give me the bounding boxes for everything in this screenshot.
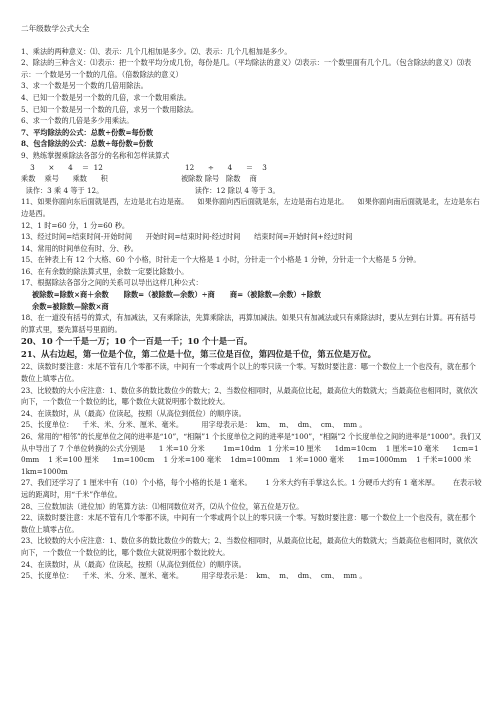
document-line: 23、比较数的大小应注意：1、数位多的数比数位少的数大；2、当数位相同时，从最高位比起，最高位大的数就大；当最高位也相同时，就依次向下，一个数位一个数位的比，哪个数位大就说明那个数比较大。 (21, 385, 478, 407)
document-line: 15、在钟表上有 12 个大格、60 个小格，时针走一个大格是 1 小时，分针走一个小格是 1 分钟，分针走一个大格是 5 分钟。 (21, 255, 421, 265)
document-line: 22、读数时要注意：末尾不管有几个零都不读，中间有一个零或两个以上的零只读一个零。写数时要注意：哪一个数位上一个也没有，就在那个数位上填零占位。 (21, 513, 476, 534)
document-line: 2、除法的三种含义：⑴表示：把一个数平均分成几份，每份是几。（平均除法的意义）⑵表示：一个数里面有几个几。（包含除法的意义）⑶表示：一个数是另一个数的几倍。（倍数除法的意义） (21, 58, 472, 79)
document-line: 乘数 乘号 乘数 积 被除数 除号 除数 商 (21, 174, 257, 184)
document-line: 26、常用的“相邻”的长度单位之间的进率是“10”，“相隔”1 个长度单位之间的进率是“100”，“相隔”2 个长度单位之间的进率是“1000”。我们又从中导出了 7 个单位转换的公式分别是 1 米=10 分米 1m=10dm 1 分米=10 厘米 1dm=10cm 1 厘米=10 毫米 1cm=10mm 1 米=100 厘米 1m=100cm 1 分米=100 毫米 1dm=100mm 1 米=1000 毫米 1m=1000mm 1 千米=1000 米 1km=1000m (21, 432, 490, 476)
document-line: 4、已知一个数是另一个数的几倍，求一个数用乘法。 (21, 92, 191, 102)
document-line: 24、在读数时，从（最高）位读起，按照（从高位到低位）的顺序读。 (21, 408, 246, 418)
document-line: 20、10 个一千是一万；10 个一百是一千；10 个十是一百。 (21, 336, 253, 347)
document-line: 16、在有余数的除法算式里，余数一定要比除数小。 (21, 266, 189, 276)
document-line: 9、熟练掌握乘除法各部分的名称和怎样读算式 (21, 150, 170, 160)
document-line: 14、常用的时间单位有时、分、秒。 (21, 243, 138, 253)
document-line: 22、读数时要注意：末尾不管有几个零都不读，中间有一个零或两个以上的零只读一个零。写数时要注意：哪一个数位上一个也没有，就在那个数位上填零占位。 (21, 362, 476, 384)
document-line: 3 × 4 ＝ 12 12 ÷ 4 ＝ 3 (21, 162, 267, 172)
document-line: 11、如果你面向东后面就是西，左边是北右边是南。 如果你面向西后面就是东，左边是南右边是北。 如果你面向南后面就是北，左边是东右边是西。 (21, 197, 480, 218)
document-body (21, 46, 490, 582)
document-line: 18、在一道没有括号的算式，有加减法，又有乘除法，先算乘除法，再算加减法。如果只有加减法或只有乘除法时，要从左到右计算。再有括号的算式里，要先算括号里面的。 (21, 313, 476, 334)
document-line: 余数=被除数—除数×商 (27, 301, 109, 311)
document-line: 13、经过时间=结束时间-开始时间 开始时间=结束时间-经过时间 结束时间=开始时间+经过时间 (21, 232, 353, 242)
document-line: 5、已知一个数是另一个数的几倍，求另一个数用除法。 (21, 104, 199, 114)
document-line: 21、从右边起，第一位是个位，第二位是十位，第三位是百位，第四位是千位，第五位是万位。 (21, 349, 377, 360)
document-line: 8、包含除法的公式：总数÷每份数=份数 (21, 139, 154, 149)
document-line: 27、我们还学习了 1 厘米中有（10）个小格，每个小格的长是 1 毫米。 1 分米大约有手掌这么长。1 分硬币大约有 1 毫米厚。 在表示较远的距离时，用“千米”作单位。 (21, 478, 482, 499)
document-line: 1、乘法的两种意义：⑴、表示：几个几相加是多少。⑵、表示：几个几相加是多少。 (21, 46, 292, 56)
document-line: 17、根据除法各部分之间的关系可以导出这样几种公式： (21, 278, 203, 288)
document-line: 24、在读数时，从（最高）位读起，按照（从高位到低位）的顺序读。 (21, 559, 246, 569)
document-line: 6、求一个数的几倍是多少用乘法。 (21, 116, 134, 126)
document-line: 3、求一个数是另一个数的几倍用除法。 (21, 81, 148, 91)
document-line: 12、1 时=60 分，1 分=60 秒。 (21, 220, 130, 230)
document-line: 7、平均除法的公式：总数÷份数=每份数 (21, 127, 154, 137)
document-line: 25、长度单位： 千米、米、分米、厘米、毫米。 用字母表示是： km、 m、 dm、 cm、 mm 。 (21, 571, 367, 581)
document-title: 二年级数学公式大全 (21, 24, 90, 33)
document-line: 被除数=除数×商＋余数 除数=（被除数—余数）÷商 商=（被除数—余数）÷除数 (27, 290, 321, 300)
document-line: 28、三位数加法（进位加）的笔算方法：⑴相同数位对齐，⑵从个位位，第五位是万位。 (21, 501, 304, 511)
document-line: 25、长度单位： 千米、米、分米、厘米、毫米。 用字母表示是： km、 m、 dm、 cm、 mm 。 (21, 420, 367, 430)
document-line: 读作：3 乘 4 等于 12。 读作：12 除以 4 等于 3。 (21, 185, 280, 195)
document-line: 23、比较数的大小应注意：1、数位多的数比数位少的数大；2、当数位相同时，从最高位比起，最高位大的数就大；当最高位也相同时，就依次向下，一个数位一个数位的比，哪个数位大就说明那个数比较大。 (21, 536, 478, 557)
